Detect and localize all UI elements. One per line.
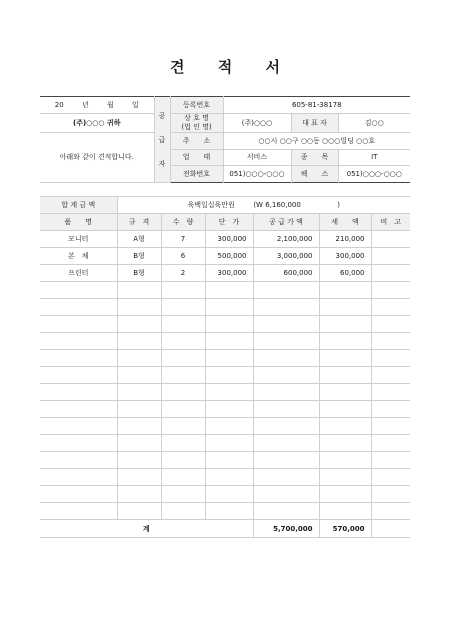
- item-remarks[interactable]: [371, 384, 410, 401]
- item-tax[interactable]: [319, 299, 371, 316]
- ceo-value[interactable]: 김○○: [338, 113, 410, 132]
- item-unit-price[interactable]: [205, 350, 253, 367]
- fax-value[interactable]: 051)○○○-○○○: [338, 166, 410, 183]
- item-unit-price[interactable]: 300,000: [205, 231, 253, 248]
- item-qty[interactable]: [161, 282, 205, 299]
- item-supply-amount[interactable]: 2,100,000: [253, 231, 319, 248]
- table-row: [40, 350, 410, 367]
- item-tax[interactable]: [319, 367, 371, 384]
- summary-label: 합 계 금 액: [40, 197, 117, 214]
- address-value[interactable]: ○○시 ○○구 ○○동 ○○○빌딩 ○○호: [223, 132, 410, 149]
- item-name[interactable]: [40, 452, 117, 469]
- item-name[interactable]: [40, 384, 117, 401]
- item-name[interactable]: [40, 333, 117, 350]
- item-tax[interactable]: [319, 503, 371, 520]
- table-row: [40, 367, 410, 384]
- reg-no-value[interactable]: 605-81-38178: [223, 97, 410, 114]
- item-spec[interactable]: [117, 299, 161, 316]
- table-row: [40, 265, 410, 282]
- item-tax[interactable]: [319, 316, 371, 333]
- item-supply-amount[interactable]: [253, 333, 319, 350]
- item-spec[interactable]: [117, 435, 161, 452]
- table-row: [40, 486, 410, 503]
- recipient[interactable]: (주)○○○ 귀하: [40, 113, 154, 132]
- summary-amount-close: ): [337, 201, 341, 209]
- item-spec[interactable]: [117, 384, 161, 401]
- item-supply-amount[interactable]: [253, 452, 319, 469]
- item-spec[interactable]: [117, 503, 161, 520]
- item-unit-price[interactable]: [205, 367, 253, 384]
- item-remarks[interactable]: [371, 316, 410, 333]
- total-supply-amount: 5,700,000: [253, 520, 319, 538]
- item-qty[interactable]: [161, 452, 205, 469]
- summary-amount[interactable]: [117, 197, 410, 214]
- item-name[interactable]: [40, 486, 117, 503]
- item-supply-amount[interactable]: [253, 282, 319, 299]
- item-name[interactable]: [40, 469, 117, 486]
- item-tax[interactable]: [319, 435, 371, 452]
- item-spec[interactable]: [117, 469, 161, 486]
- item-remarks[interactable]: [371, 486, 410, 503]
- table-row: [40, 435, 410, 452]
- item-remarks[interactable]: [371, 333, 410, 350]
- item-spec[interactable]: B형: [117, 265, 161, 282]
- table-row: [40, 503, 410, 520]
- item-remarks[interactable]: [371, 452, 410, 469]
- item-unit-price[interactable]: [205, 418, 253, 435]
- business-value[interactable]: 서비스: [223, 149, 291, 166]
- table-row: [40, 452, 410, 469]
- table-row: [40, 418, 410, 435]
- item-spec[interactable]: [117, 350, 161, 367]
- table-row: [40, 248, 410, 265]
- item-unit-price[interactable]: [205, 384, 253, 401]
- item-qty[interactable]: 6: [161, 248, 205, 265]
- item-name[interactable]: 프린터: [40, 265, 117, 282]
- summary-row: [40, 197, 410, 214]
- item-qty[interactable]: [161, 435, 205, 452]
- item-remarks[interactable]: [371, 367, 410, 384]
- title-char: 서: [265, 58, 280, 76]
- item-name[interactable]: [40, 350, 117, 367]
- item-remarks[interactable]: [371, 299, 410, 316]
- item-spec[interactable]: [117, 316, 161, 333]
- item-name[interactable]: [40, 282, 117, 299]
- col-header-item: 품 명: [40, 214, 117, 231]
- phone-label: 전화번호: [170, 166, 223, 183]
- item-unit-price[interactable]: [205, 452, 253, 469]
- item-supply-amount[interactable]: [253, 418, 319, 435]
- date-month-unit: 월: [106, 100, 114, 109]
- item-unit-price[interactable]: [205, 435, 253, 452]
- item-supply-amount[interactable]: [253, 367, 319, 384]
- item-unit-price[interactable]: [205, 316, 253, 333]
- item-supply-amount[interactable]: [253, 435, 319, 452]
- item-name[interactable]: [40, 503, 117, 520]
- item-unit-price[interactable]: [205, 282, 253, 299]
- phone-value[interactable]: 051)○○○-○○○: [223, 166, 291, 183]
- col-header-unit-price: 단 가: [205, 214, 253, 231]
- ceo-label: 대 표 자: [291, 113, 338, 132]
- date-year[interactable]: 20: [54, 100, 64, 109]
- item-spec[interactable]: [117, 401, 161, 418]
- item-tax[interactable]: [319, 469, 371, 486]
- summary-amount-korean: 육백일십육만원: [187, 201, 235, 209]
- table-row: [40, 333, 410, 350]
- table-row: [40, 401, 410, 418]
- summary-amount-numeric: (W 6,160,000: [253, 201, 301, 209]
- item-tax[interactable]: 60,000: [319, 265, 371, 282]
- company-label: 상 호 명 (법 인 명): [170, 113, 223, 132]
- item-spec[interactable]: [117, 367, 161, 384]
- item-name[interactable]: [40, 401, 117, 418]
- item-name[interactable]: [40, 299, 117, 316]
- item-unit-price[interactable]: [205, 503, 253, 520]
- item-supply-amount[interactable]: [253, 401, 319, 418]
- item-supply-amount[interactable]: [253, 503, 319, 520]
- item-supply-amount[interactable]: 600,000: [253, 265, 319, 282]
- total-row: [40, 520, 410, 538]
- item-supply-amount[interactable]: [253, 486, 319, 503]
- item-name[interactable]: [40, 418, 117, 435]
- total-remarks: [371, 520, 410, 538]
- fax-label: 팩 스: [291, 166, 338, 183]
- item-name[interactable]: [40, 367, 117, 384]
- item-qty[interactable]: [161, 350, 205, 367]
- item-tax[interactable]: 210,000: [319, 231, 371, 248]
- table-row: [40, 282, 410, 299]
- item-tax[interactable]: [319, 384, 371, 401]
- item-qty[interactable]: [161, 401, 205, 418]
- item-name[interactable]: [40, 316, 117, 333]
- item-tax[interactable]: [319, 452, 371, 469]
- item-remarks[interactable]: [371, 282, 410, 299]
- business-label: 업 태: [170, 149, 223, 166]
- col-header-supply-amount: 공 급 가 액: [253, 214, 319, 231]
- item-remarks[interactable]: [371, 503, 410, 520]
- supplier-vertical-label: 공 급 자: [154, 97, 170, 183]
- item-remarks[interactable]: [371, 231, 410, 248]
- date-year-unit: 년: [81, 100, 89, 109]
- quote-header-table: [40, 96, 410, 183]
- item-spec[interactable]: [117, 282, 161, 299]
- item-qty[interactable]: [161, 418, 205, 435]
- item-remarks[interactable]: [371, 265, 410, 282]
- column-header-row: [40, 214, 410, 231]
- reg-no-label: 등록번호: [170, 97, 223, 114]
- table-row: [40, 384, 410, 401]
- item-unit-price[interactable]: [205, 299, 253, 316]
- item-spec[interactable]: [117, 418, 161, 435]
- total-tax: 570,000: [319, 520, 371, 538]
- item-label: 종 목: [291, 149, 338, 166]
- item-unit-price[interactable]: [205, 333, 253, 350]
- item-spec[interactable]: B형: [117, 248, 161, 265]
- item-supply-amount[interactable]: [253, 350, 319, 367]
- item-remarks[interactable]: [371, 401, 410, 418]
- title-char: 적: [217, 58, 233, 76]
- address-label: 주 소: [170, 132, 223, 149]
- date-day-unit: 일: [131, 100, 139, 109]
- date-line: [40, 97, 154, 114]
- item-tax[interactable]: [319, 418, 371, 435]
- item-tax[interactable]: [319, 350, 371, 367]
- item-supply-amount[interactable]: [253, 384, 319, 401]
- item-remarks[interactable]: [371, 350, 410, 367]
- item-spec[interactable]: [117, 333, 161, 350]
- item-name[interactable]: [40, 435, 117, 452]
- item-qty[interactable]: [161, 367, 205, 384]
- item-name[interactable]: 본 체: [40, 248, 117, 265]
- item-unit-price[interactable]: [205, 469, 253, 486]
- items-table: [40, 196, 410, 538]
- col-header-qty: 수 량: [161, 214, 205, 231]
- item-qty[interactable]: [161, 384, 205, 401]
- table-row: [40, 231, 410, 248]
- item-remarks[interactable]: [371, 248, 410, 265]
- table-row: [40, 469, 410, 486]
- item-qty[interactable]: 2: [161, 265, 205, 282]
- item-spec[interactable]: [117, 452, 161, 469]
- quote-note: 아래와 같이 견적합니다.: [40, 132, 154, 182]
- item-qty[interactable]: [161, 299, 205, 316]
- item-supply-amount[interactable]: [253, 299, 319, 316]
- document-title: [0, 56, 450, 77]
- item-remarks[interactable]: [371, 435, 410, 452]
- item-spec[interactable]: A형: [117, 231, 161, 248]
- item-qty[interactable]: [161, 316, 205, 333]
- title-char: 견: [170, 58, 185, 76]
- item-unit-price[interactable]: 300,000: [205, 265, 253, 282]
- item-tax[interactable]: 300,000: [319, 248, 371, 265]
- item-value[interactable]: IT: [338, 149, 410, 166]
- col-header-spec: 규 격: [117, 214, 161, 231]
- company-value[interactable]: (주)○○○: [223, 113, 291, 132]
- item-supply-amount[interactable]: 3,000,000: [253, 248, 319, 265]
- table-row: [40, 299, 410, 316]
- item-qty[interactable]: [161, 486, 205, 503]
- item-unit-price[interactable]: [205, 401, 253, 418]
- total-label: 계: [40, 520, 253, 538]
- table-row: [40, 316, 410, 333]
- item-tax[interactable]: [319, 282, 371, 299]
- col-header-remarks: 비 고: [371, 214, 410, 231]
- item-qty[interactable]: 7: [161, 231, 205, 248]
- item-remarks[interactable]: [371, 469, 410, 486]
- item-unit-price[interactable]: 500,000: [205, 248, 253, 265]
- item-supply-amount[interactable]: [253, 469, 319, 486]
- col-header-tax: 세 액: [319, 214, 371, 231]
- item-tax[interactable]: [319, 486, 371, 503]
- item-unit-price[interactable]: [205, 486, 253, 503]
- item-qty[interactable]: [161, 503, 205, 520]
- item-spec[interactable]: [117, 486, 161, 503]
- item-tax[interactable]: [319, 401, 371, 418]
- item-name[interactable]: 모니터: [40, 231, 117, 248]
- item-tax[interactable]: [319, 333, 371, 350]
- item-remarks[interactable]: [371, 418, 410, 435]
- item-qty[interactable]: [161, 333, 205, 350]
- item-supply-amount[interactable]: [253, 316, 319, 333]
- item-qty[interactable]: [161, 469, 205, 486]
